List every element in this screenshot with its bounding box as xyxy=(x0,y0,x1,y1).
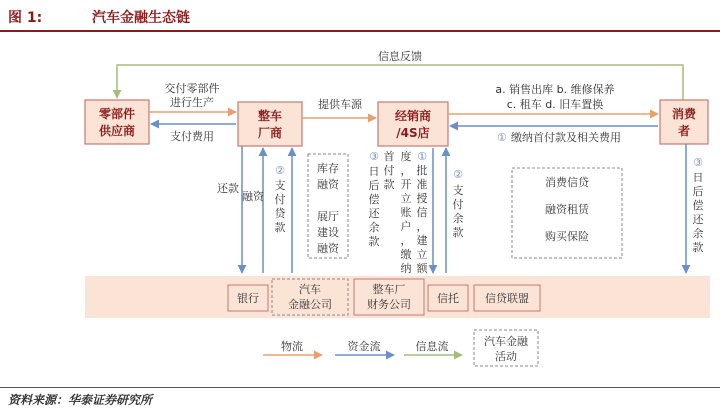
oem-finance-line1: 整车厂 xyxy=(372,283,406,296)
node-oem xyxy=(238,102,302,146)
deliver-parts-line1: 交付零部件 xyxy=(164,82,220,95)
auto-finance-line1: 汽车 xyxy=(299,283,321,296)
legend-activity-line1: 汽车金融 xyxy=(484,335,528,348)
legend-information: 信息流 xyxy=(415,340,449,353)
institutions-band xyxy=(85,276,710,318)
inventory-finance-1: 库存 xyxy=(317,162,339,175)
svg-text:余: 余 xyxy=(692,227,704,240)
svg-text:，: ， xyxy=(416,220,428,233)
showroom-finance-3: 融资 xyxy=(317,242,339,255)
svg-text:后: 后 xyxy=(368,179,380,192)
parts-supplier-line2: 供应商 xyxy=(98,124,136,138)
svg-text:建: 建 xyxy=(416,234,428,247)
feedback-label: 信息反馈 xyxy=(378,50,422,63)
dealer-line2: /4S店 xyxy=(396,126,430,140)
dealer-services-line2: c. 租车 d. 旧车置换 xyxy=(506,98,604,111)
pay-loan-c2: 付 xyxy=(274,193,286,206)
svg-text:支: 支 xyxy=(452,184,464,197)
svg-text:批: 批 xyxy=(416,164,428,177)
svg-text:户: 户 xyxy=(400,220,412,233)
showroom-finance-2: 建设 xyxy=(317,226,339,239)
consumer-line1: 消费 xyxy=(671,107,697,121)
finance-label: 融资 xyxy=(242,190,264,203)
showroom-finance-1: 展厅 xyxy=(317,210,339,223)
pay-loan-text xyxy=(275,178,287,234)
dealer-services-line1: a. 销售出库 b. 维修保养 xyxy=(495,83,615,96)
footer-rule xyxy=(0,387,720,388)
node-dealer xyxy=(378,102,448,146)
node-consumer xyxy=(660,100,708,144)
pay-loan-c3: 贷 xyxy=(274,207,286,220)
consumer-finance-activity xyxy=(512,168,622,258)
svg-text:偿: 偿 xyxy=(368,193,380,206)
svg-text:款: 款 xyxy=(692,241,704,254)
svg-text:缴: 缴 xyxy=(400,248,412,261)
credit-union: 信贷联盟 xyxy=(485,292,529,305)
parts-supplier-line1: 零部件 xyxy=(98,107,136,121)
svg-text:纳: 纳 xyxy=(400,262,412,275)
svg-text:授: 授 xyxy=(416,192,428,205)
svg-text:还: 还 xyxy=(692,213,704,226)
auto-finance-line2: 金融公司 xyxy=(288,298,332,311)
svg-text:度: 度 xyxy=(400,150,412,163)
svg-text:，: ， xyxy=(400,234,412,247)
consumer-repay-num: ③ xyxy=(693,156,703,169)
buy-insurance: 购买保险 xyxy=(545,230,589,243)
legend xyxy=(263,330,538,366)
approve-num: ① xyxy=(417,150,427,163)
pay-balance-num: ② xyxy=(453,168,463,181)
deliver-parts-line2: 进行生产 xyxy=(170,96,214,109)
pay-fees-label: 支付费用 xyxy=(170,130,214,143)
repay-char1: 还款 xyxy=(217,182,239,195)
consumer-credit: 消费信贷 xyxy=(545,176,589,189)
approve-text xyxy=(401,149,429,275)
repay-down-text xyxy=(369,149,395,248)
svg-text:，: ， xyxy=(400,164,412,177)
svg-text:额: 额 xyxy=(416,262,428,275)
figure-title: 汽车金融生态链 xyxy=(92,10,190,26)
consumer-repay-text xyxy=(693,171,705,254)
svg-text:余: 余 xyxy=(368,221,380,234)
figure-label: 图 1: xyxy=(8,10,43,26)
oem-line2: 厂商 xyxy=(257,126,283,140)
legend-logistics: 物流 xyxy=(281,340,303,353)
svg-text:款: 款 xyxy=(452,226,464,239)
svg-text:后: 后 xyxy=(692,185,704,198)
provide-cars-label: 提供车源 xyxy=(318,98,362,111)
svg-text:开: 开 xyxy=(400,178,412,191)
svg-text:账: 账 xyxy=(400,206,412,219)
finance-lease: 融资租赁 xyxy=(545,203,589,216)
repay-down-num: ③ xyxy=(369,150,379,163)
pay-loan-c4: 款 xyxy=(274,221,286,234)
dealer-line1: 经销商 xyxy=(394,109,432,123)
oem-finance-line2: 财务公司 xyxy=(367,298,411,311)
oem-finance-activity xyxy=(308,154,348,258)
pay-balance-text xyxy=(453,183,464,239)
inventory-finance-2: 融资 xyxy=(317,178,339,191)
node-parts-supplier xyxy=(85,100,149,144)
consumer-line2: 者 xyxy=(677,124,691,138)
svg-text:立: 立 xyxy=(416,248,428,261)
svg-text:日: 日 xyxy=(368,165,380,178)
svg-text:准: 准 xyxy=(416,178,428,191)
svg-text:偿: 偿 xyxy=(692,199,704,212)
svg-text:付: 付 xyxy=(452,198,464,211)
svg-text:款: 款 xyxy=(368,235,380,248)
svg-text:首: 首 xyxy=(383,150,395,163)
svg-text:信: 信 xyxy=(416,206,428,219)
svg-text:立: 立 xyxy=(400,192,412,205)
pay-loan-num: ② xyxy=(275,164,285,177)
oem-line1: 整车 xyxy=(257,109,283,123)
consumer-pay-label: 缴纳首付款及相关费用 xyxy=(511,131,621,144)
legend-capital: 资金流 xyxy=(347,340,381,353)
source-note: 资料来源：华泰证券研究所 xyxy=(8,393,153,407)
pay-loan-c1: 支 xyxy=(274,179,286,192)
trust: 信托 xyxy=(437,292,459,305)
svg-text:还: 还 xyxy=(368,207,380,220)
svg-text:款: 款 xyxy=(383,178,395,191)
svg-text:日: 日 xyxy=(692,171,704,184)
legend-activity-line2: 活动 xyxy=(495,350,517,363)
svg-text:余: 余 xyxy=(452,212,464,225)
svg-text:付: 付 xyxy=(383,164,395,177)
bank: 银行 xyxy=(237,292,259,305)
consumer-pay-num: ① xyxy=(497,131,507,144)
